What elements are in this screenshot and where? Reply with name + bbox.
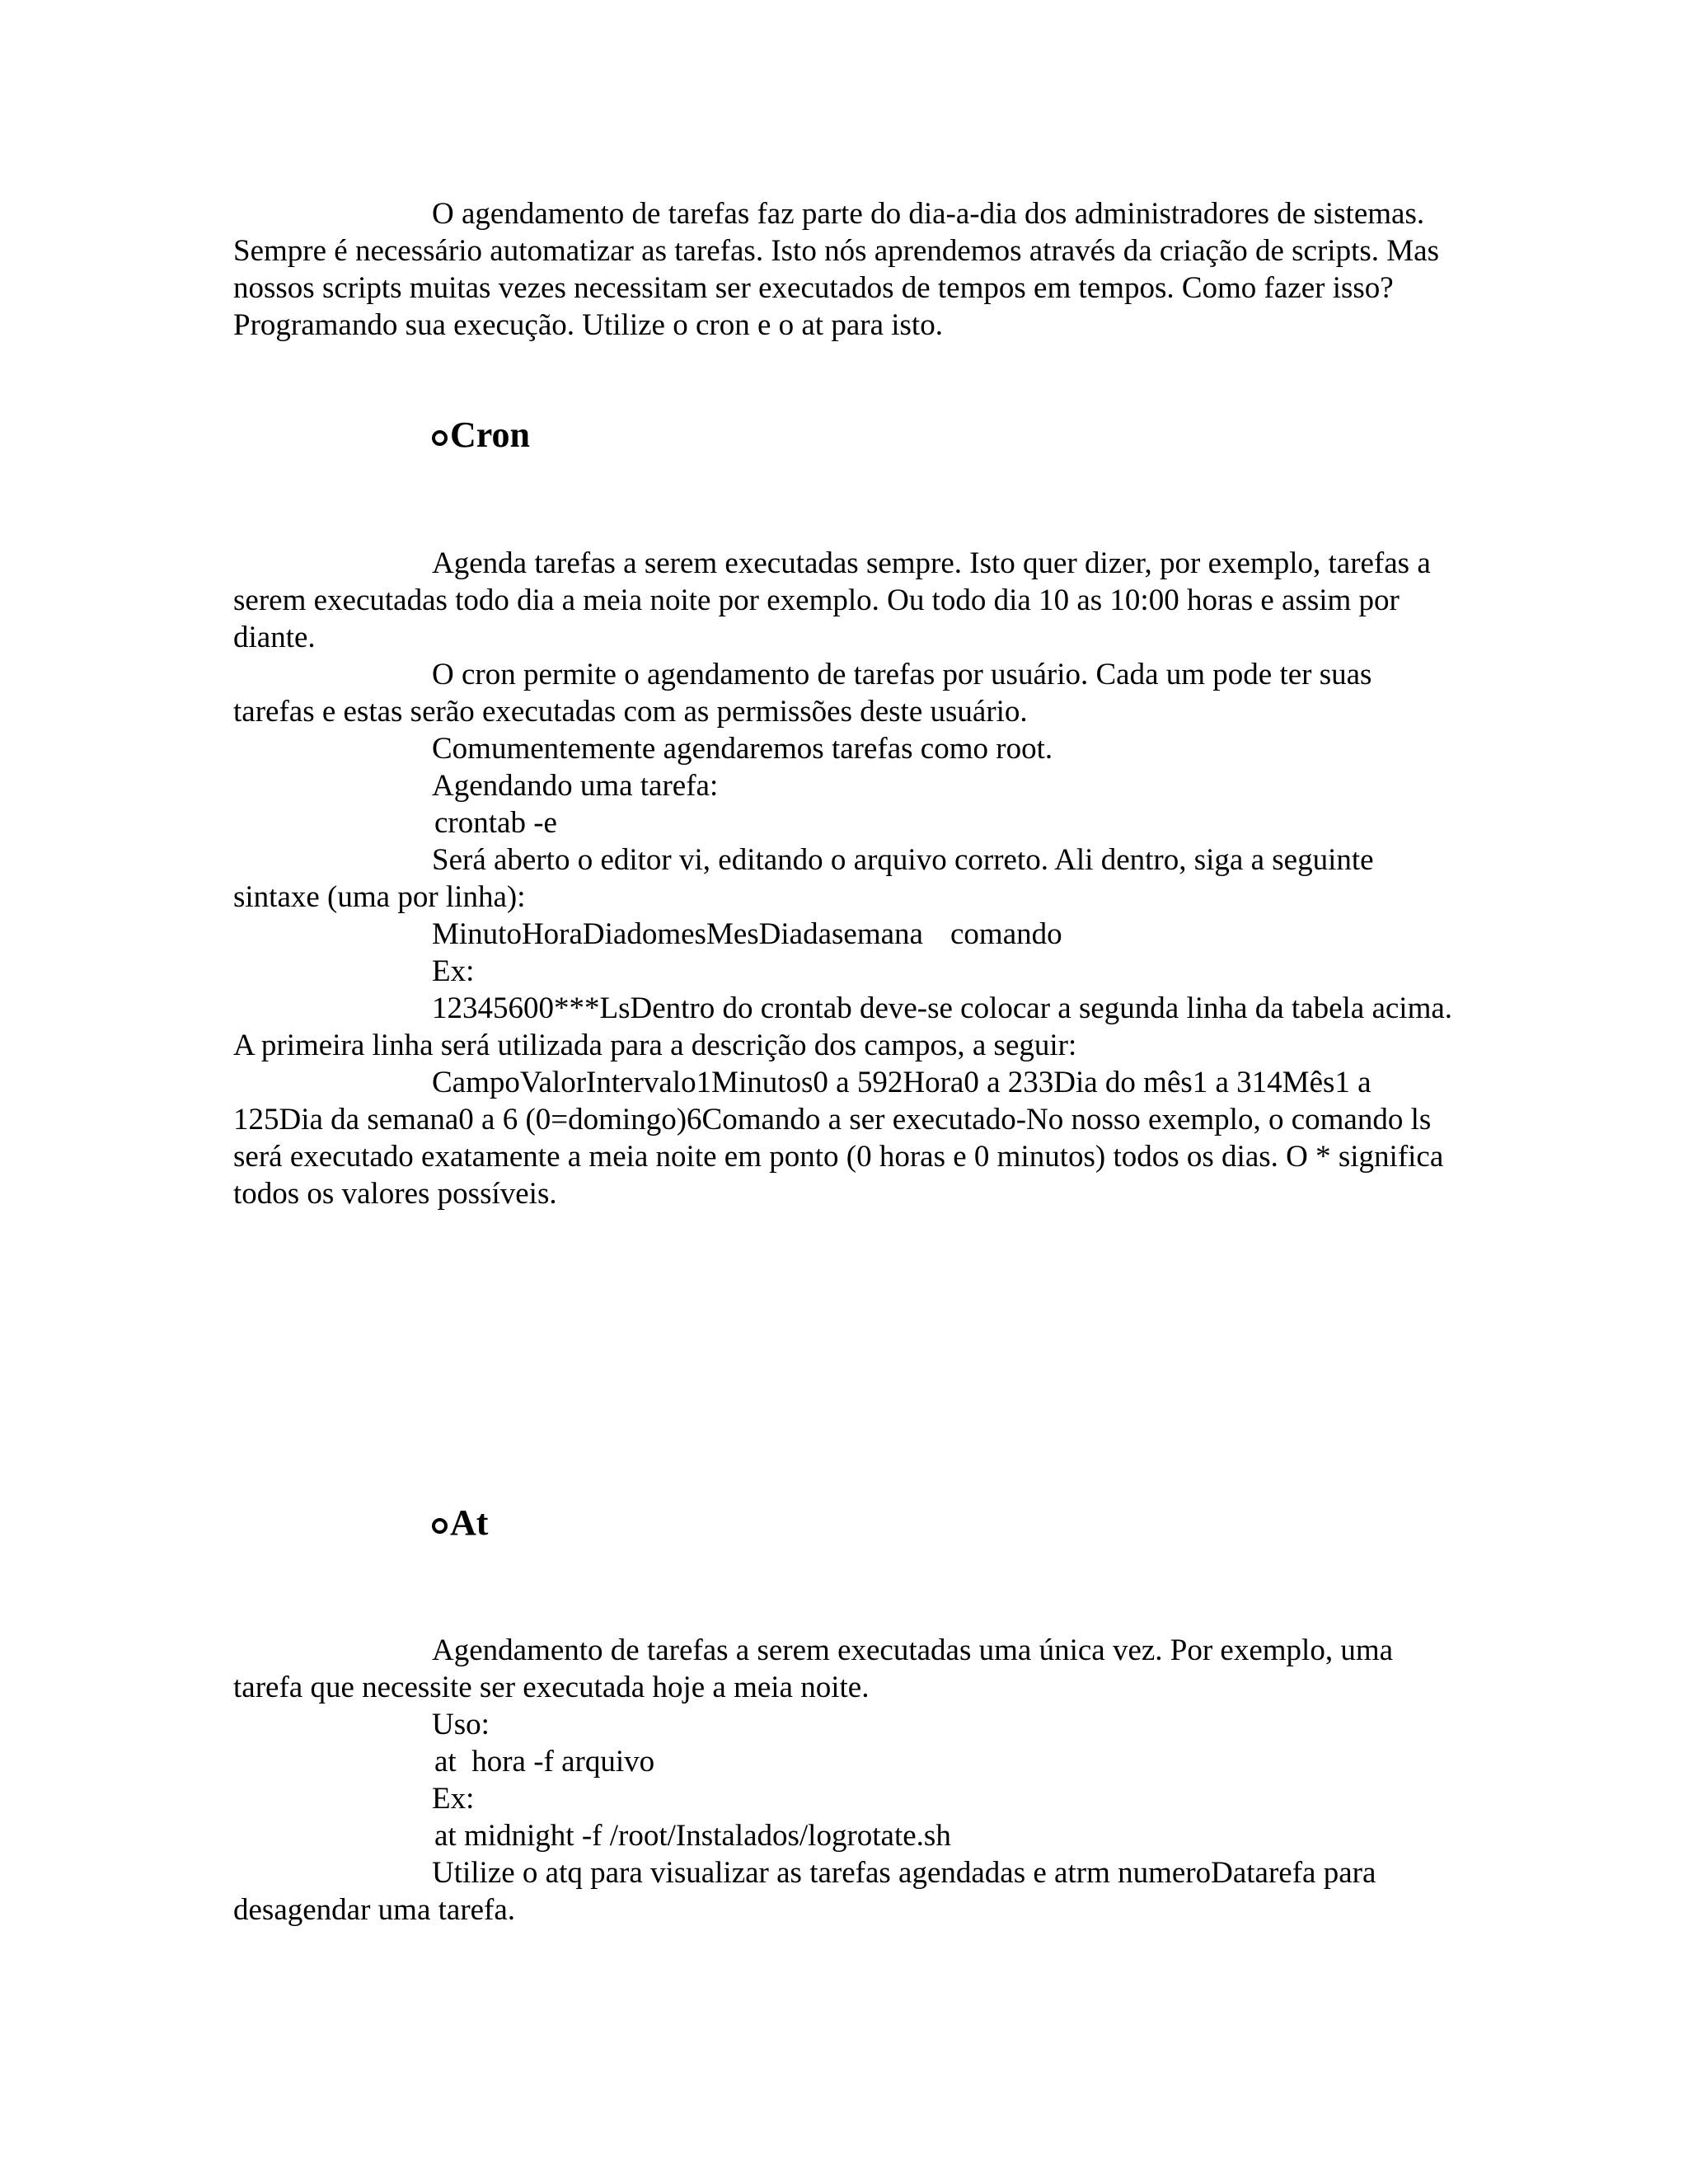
at-example-command: at midnight -f /root/Instalados/logrotate.sh: [434, 1819, 951, 1853]
circle-bullet-icon: [432, 1518, 448, 1534]
cron-paragraph-9: 12345600***LsDentro do crontab deve-se colocar a segunda linha da tabela acima. A primeira linha será utilizada para a descrição dos campos, a seguir:: [233, 991, 1453, 1062]
cron-paragraph-6: Será aberto o editor vi, editando o arquivo correto. Ali dentro, siga a seguinte sintaxe (uma por linha):: [233, 843, 1374, 914]
at-paragraph-1: Agendamento de tarefas a serem executadas uma única vez. Por exemplo, uma tarefa que necessite ser executada hoje a meia noite.: [233, 1633, 1394, 1704]
intro-section: [233, 195, 1453, 344]
cron-syntax-line: MinutoHoraDiadomesMesDiadasemana comando: [432, 917, 1062, 951]
at-paragraph-6: Utilize o atq para visualizar as tarefas agendadas e atrm numeroDatarefa para desagendar uma tarefa.: [233, 1856, 1376, 1927]
at-heading-text: At: [450, 1502, 489, 1543]
cron-paragraph-3: Comumentemente agendaremos tarefas como root.: [432, 732, 1053, 766]
cron-heading-text: Cron: [450, 415, 530, 455]
cron-paragraph-1: Agenda tarefas a serem executadas sempre. Isto quer dizer, por exemplo, tarefas a serem executadas todo dia a meia noite por exemplo. Ou todo dia 10 as 10:00 horas e assim por diante.: [233, 546, 1431, 654]
at-usage-label: Uso:: [432, 1708, 490, 1741]
intro-paragraph: O agendamento de tarefas faz parte do dia-a-dia dos administradores de sistemas. Sempre é necessário automatizar as tarefas. Isto nós aprendemos através da criação de scripts. Mas nossos scripts muitas vezes necessitam ser executados de tempos em tempos. Como fazer isso? Programando sua execução. Utilize o cron e o at para isto.: [233, 197, 1439, 342]
at-heading: [432, 1502, 488, 1544]
at-example-label: Ex:: [432, 1782, 475, 1816]
circle-bullet-icon: [432, 430, 448, 446]
cron-paragraph-4: Agendando uma tarefa:: [432, 769, 719, 803]
cron-paragraph-2: O cron permite o agendamento de tarefas por usuário. Cada um pode ter suas tarefas e estas serão executadas com as permissões deste usuário.: [233, 658, 1372, 729]
cron-section: [233, 545, 1453, 1212]
cron-command-crontab: crontab -e: [434, 806, 557, 840]
at-section: [233, 1632, 1453, 1929]
cron-paragraph-10: CampoValorIntervalo1Minutos0 a 592Hora0 a 233Dia do mês1 a 314Mês1 a 125Dia da semana0 a 6 (0=domingo)6Comando a ser executado-No nosso exemplo, o comando ls será executado exatamente a meia noite em ponto (0 horas e 0 minutos) todos os dias. O * significa todos os valores possíveis.: [233, 1066, 1444, 1211]
cron-example-label: Ex:: [432, 954, 475, 988]
cron-heading: [432, 415, 530, 456]
at-usage-command: at hora -f arquivo: [434, 1745, 655, 1779]
